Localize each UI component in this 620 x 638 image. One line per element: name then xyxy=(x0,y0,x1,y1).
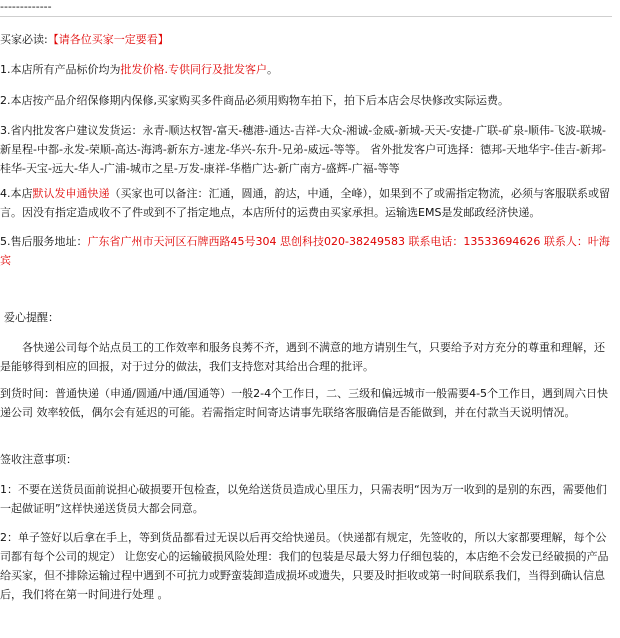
sign-p2: 2：单子签好以后拿在手上，等到货品都看过无误以后再交给快递员。（快递都有规定，先签收的，所以大家都要理解，每个公司都有每个公司的规定） 让您安心的运输破损风险处理：我们的包装是尽最大努力仔细包装的，本店绝不会发已经破损的产品给买家，但不排除运输过程中遇到不可抗力或野蛮装卸造成损坏或遗失，只要及时拒收或第一时间联系我们，当得到确认信息后，我们将在第一时间进行处理 。 xyxy=(0,531,609,601)
notice-prefix: 买家必读: xyxy=(0,33,48,46)
sign-p1: 1：不要在送货员面前说担心破损要开包检查，以免给送货员造成心里压力，只需表明“因为万一收到的是别的东西，需要他们一起做证明”这样快递送货员大都会同意。 xyxy=(0,483,607,515)
care-title: 爱心提醒： xyxy=(4,311,59,324)
item5-b: 广东省广州市天河区石牌西路45号304 思创科技020-38249583 联系电话：13533694626 联系人：叶海宾 xyxy=(0,235,610,267)
item5-a: 5.售后服务地址： xyxy=(0,235,88,248)
item1-c: 。 xyxy=(267,63,278,76)
item-5 xyxy=(0,232,612,270)
item1-a: 1.本店所有产品标价均为 xyxy=(0,63,121,76)
item1-b: 批发价格.专供同行及批发客户 xyxy=(120,63,267,76)
arrival-time: 到货时间：普通快递（申通/圆通/中通/国通等）一般2-4个工作日，二、三级和偏远城市一般需要4-5个工作日，遇到周六日快递公司 效率较低，偶尔会有延迟的可能。若需指定时间寄达请事先联络客服确信是否能做到，并在付款当天说明情况。 xyxy=(0,387,609,419)
item-2: 2.本店按产品介绍保修期内保修,买家购买多件商品必须用购物车拍下，拍下后本店会尽快修改实际运费。 xyxy=(0,94,509,107)
item4-c: （买家也可以备注：汇通，圆通，韵达，中通，全峰），如果到不了或需指定物流，必须与客服联系或留言。因没有指定造成收不了件或到不了指定地点，本店所付的运费由买家承担。运输选EMS是发邮政经济快递。 xyxy=(0,187,610,219)
item-3: 3.省内批发客户建议发货运：永青-顺达权智-富天-穗港-通达-吉祥-大众-湘诚-金威-新城-天天-安捷-广联-矿泉-顺伟-飞波-联城-新星程-中都-永发-荣顺-高达-海鸿-新东方-速龙-华兴-东升-兄弟-威远-等等。 省外批发客户可选择：德邦-天地华宇-佳吉-新邦-桂华-天宝-远大-华人-广浦-城市之星-万发-康祥-华楷广达-新广南方-盛辉-广福-等等 xyxy=(0,124,607,175)
item-1 xyxy=(0,60,612,79)
top-divider xyxy=(0,16,612,17)
item4-b: 默认发申通快递 xyxy=(32,187,110,200)
dash-line: ------------- xyxy=(0,0,52,13)
buyer-notice xyxy=(0,30,612,49)
notice-highlight: 【请各位买家一定要看】 xyxy=(47,33,169,46)
sign-title: 签收注意事项： xyxy=(0,453,77,466)
item-4 xyxy=(0,184,612,222)
care-body: 各快递公司每个站点员工的工作效率和服务良莠不齐，遇到不满意的地方请别生气，只要给予对方充分的尊重和理解，还是能够得到相应的回报，对于过分的做法，我们支持您对其给出合理的批评。 xyxy=(0,341,605,373)
item4-a: 4.本店 xyxy=(0,187,33,200)
